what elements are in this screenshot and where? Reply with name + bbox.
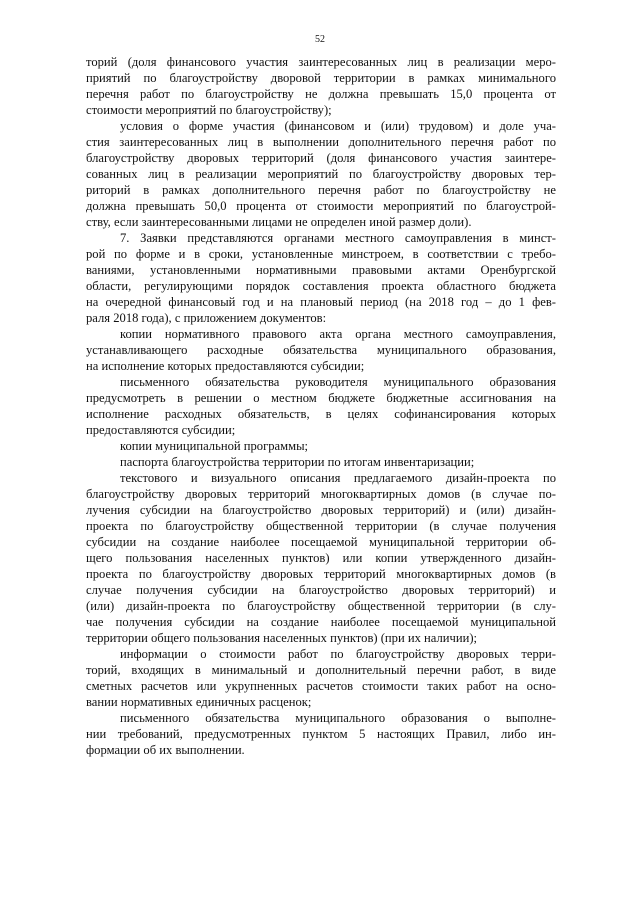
text-line: письменного обязательства руководителя муниципального образования (120, 375, 556, 389)
text-line: текстового и визуального описания предлагаемого дизайн-проекта по (120, 471, 556, 485)
text-line: на исполнение которых предоставляются субсидии; (86, 359, 365, 373)
text-line: устанавливающего расходные обязательства муниципального образования, (86, 343, 556, 357)
text-line: рой по форме и в сроки, установленные минстроем, в соответствии с требо- (86, 247, 556, 261)
text-line: паспорта благоустройства территории по итогам инвентаризации; (120, 455, 475, 469)
text-line: стоимости мероприятий по благоустройству); (86, 103, 332, 117)
text-line: исполнение расходных обязательств, в целях софинансирования которых (86, 407, 556, 421)
text-line: стия заинтересованных лиц в выполнении дополнительного перечня работ по (86, 135, 556, 149)
text-line: области, регулирующими порядок составления проекта областного бюджета (86, 279, 556, 293)
page-number: 52 (315, 34, 325, 45)
text-line: 7. Заявки представляются органами местного самоуправления в минст- (120, 231, 556, 245)
text-line: благоустройству дворовых территорий (доля финансового участия заинтере- (86, 151, 556, 165)
text-line: перечня работ по благоустройству не должна превышать 15,0 процента от (86, 87, 556, 101)
text-line: копии муниципальной программы; (120, 439, 309, 453)
text-line: чае получения субсидии на создание наиболее посещаемой муниципальной (86, 615, 556, 629)
text-line: случае получения субсидии на благоустройство дворовых территорий) и (86, 583, 556, 597)
text-line: территории общего пользования населенных пунктов) (при их наличии); (86, 631, 478, 645)
text-line: на очередной финансовый год и на плановый период (на 2018 год – до 1 фев- (86, 295, 556, 309)
document-body (86, 54, 556, 758)
text-line: должна превышать 50,0 процента от стоимости мероприятий по благоустрой- (86, 199, 556, 213)
text-line: формации об их выполнении. (86, 743, 245, 757)
text-line: копии нормативного правового акта органа местного самоуправления, (120, 327, 556, 341)
text-line: ваниями, установленными нормативными правовыми актами Оренбургской (86, 263, 556, 277)
text-line: письменного обязательства муниципального образования о выполне- (120, 711, 556, 725)
text-line: сованных лиц в реализации мероприятий по благоустройству дворовых тер- (86, 167, 556, 181)
text-line: торий, входящих в минимальный и дополнительный перечни работ, в виде (86, 663, 556, 677)
text-line: информации о стоимости работ по благоустройству дворовых терри- (120, 647, 556, 661)
text-line: (или) дизайн-проекта по благоустройству общественной территории (в слу- (86, 599, 556, 613)
text-line: условия о форме участия (финансовом и (или) трудовом) и доле уча- (120, 119, 556, 133)
text-line: вании нормативных единичных расценок; (86, 695, 312, 709)
text-line: раля 2018 года), с приложением документов: (86, 311, 327, 325)
text-line: приятий по благоустройству дворовой территории в рамках минимального (86, 71, 556, 85)
text-line: щего пользования населенных пунктов) или копии утвержденного дизайн- (86, 551, 556, 565)
text-line: предусмотреть в решении о местном бюджете бюджетные ассигнования на (86, 391, 556, 405)
text-line: ству, если заинтересованными лицами не определен иной размер доли). (86, 215, 472, 229)
text-line: предоставляются субсидии; (86, 423, 236, 437)
text-line: сметных расчетов или укрупненных расчетов стоимости таких работ на осно- (86, 679, 556, 693)
text-line: субсидии на создание наиболее посещаемой муниципальной территории об- (86, 535, 556, 549)
text-line: лучения субсидии на благоустройство дворовых территорий) и (или) дизайн- (86, 503, 556, 517)
text-line: риторий в рамках дополнительного перечня работ по благоустройству не (86, 183, 556, 197)
text-line: торий (доля финансового участия заинтересованных лиц в реализации меро- (86, 55, 556, 69)
text-line: проекта по благоустройству дворовых территорий многоквартирных домов (в (86, 567, 556, 581)
text-line: проекта по благоустройству общественной территории (в случае получения (86, 519, 556, 533)
text-line: благоустройству дворовых территорий многоквартирных домов (в случае по- (86, 487, 556, 501)
text-line: нии требований, предусмотренных пунктом 5 настоящих Правил, либо ин- (86, 727, 556, 741)
